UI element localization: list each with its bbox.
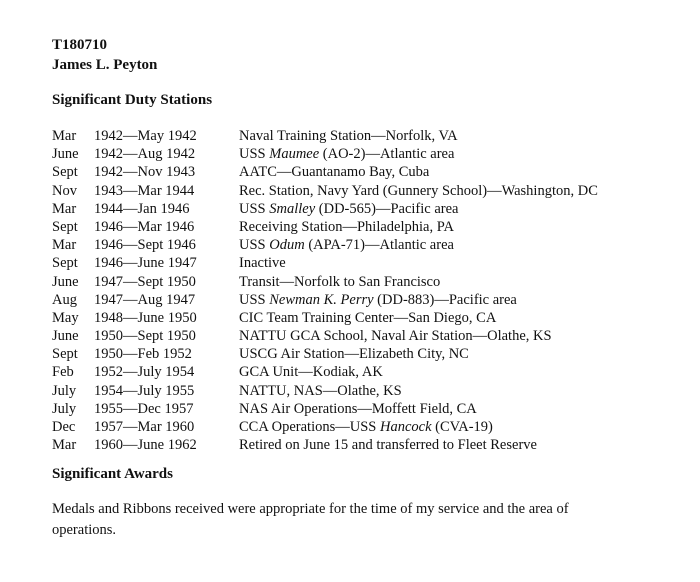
duty-station-description — [239, 236, 454, 254]
duty-date-range: 1950—Feb 1952 — [94, 346, 192, 363]
duty-station-row — [52, 400, 692, 418]
duty-station-description — [239, 200, 458, 218]
duty-desc-text: USS — [239, 237, 270, 254]
duty-desc-text: Receiving Station—Philadelphia, PA — [239, 218, 454, 235]
duty-desc-text: Transit—Norfolk to San Francisco — [239, 273, 441, 290]
ship-name: Odum — [269, 237, 305, 254]
duty-station-row — [52, 218, 692, 236]
duty-desc-suffix: (AO-2)—Atlantic area — [319, 146, 455, 163]
duty-station-row — [52, 182, 692, 200]
ship-name: Smalley — [269, 200, 316, 217]
duty-station-description — [239, 145, 454, 163]
duty-desc-text: USS — [239, 200, 270, 217]
duty-desc-suffix: (DD-565)—Pacific area — [315, 200, 459, 217]
duty-desc-text: CCA Operations—USS — [239, 419, 380, 435]
duty-desc-suffix: (CVA-19) — [431, 419, 493, 435]
duty-date-range: 1944—Jan 1946 — [94, 200, 190, 217]
duty-start-month: June — [52, 146, 79, 163]
duty-station-description — [239, 418, 493, 436]
duty-station-description — [239, 327, 552, 345]
duty-start-month: Mar — [52, 237, 77, 254]
duty-station-description — [239, 363, 383, 381]
duty-start-month: Feb — [52, 364, 74, 381]
duty-desc-text: Rec. Station, Navy Yard (Gunnery School)—Washington, DC — [239, 182, 598, 199]
person-name: James L. Peyton — [52, 57, 158, 73]
duty-station-row — [52, 291, 692, 309]
duty-start-month: July — [52, 400, 77, 417]
duty-date-range: 1946—Sept 1946 — [94, 237, 196, 254]
duty-date-range: 1943—Mar 1944 — [94, 182, 195, 199]
duty-station-description — [239, 436, 537, 454]
duty-date-range: 1948—June 1950 — [94, 309, 197, 326]
duty-station-description — [239, 182, 598, 200]
duty-start-month: Mar — [52, 200, 77, 217]
duty-desc-text: USCG Air Station—Elizabeth City, NC — [239, 346, 469, 363]
ship-name: Hancock — [380, 419, 432, 435]
duty-station-row — [52, 345, 692, 363]
duty-desc-text: USS — [239, 291, 270, 308]
duty-start-month: Mar — [52, 437, 77, 454]
duty-desc-text: Inactive — [239, 255, 286, 272]
duty-date-range: 1952—July 1954 — [94, 364, 195, 381]
duty-stations-list — [52, 127, 692, 454]
duty-start-month: June — [52, 273, 79, 290]
duty-desc-text: NATTU GCA School, Naval Air Station—Olathe, KS — [239, 328, 552, 345]
duty-station-description — [239, 309, 496, 327]
duty-start-month: Nov — [52, 182, 77, 199]
duty-station-row — [52, 436, 692, 454]
duty-start-month: July — [52, 382, 77, 399]
duty-date-range: 1942—May 1942 — [94, 128, 197, 144]
duty-station-row — [52, 200, 692, 218]
duty-start-month: Sept — [52, 164, 78, 181]
duty-start-month: Sept — [52, 218, 78, 235]
duty-station-description — [239, 382, 402, 400]
ship-name: Newman K. Perry — [269, 291, 374, 308]
duty-date-range: 1942—Aug 1942 — [94, 146, 196, 163]
duty-station-description — [239, 127, 458, 145]
duty-station-row — [52, 327, 692, 345]
duty-station-row — [52, 163, 692, 181]
duty-desc-text: CIC Team Training Center—San Diego, CA — [239, 309, 497, 326]
duty-station-row — [52, 363, 692, 381]
duty-desc-suffix: (APA-71)—Atlantic area — [304, 237, 454, 254]
duty-station-row — [52, 382, 692, 400]
duty-date-range: 1954—July 1955 — [94, 382, 195, 399]
duty-desc-text: AATC—Guantanamo Bay, Cuba — [239, 164, 430, 181]
duty-station-description — [239, 254, 286, 272]
duty-date-range: 1946—June 1947 — [94, 255, 197, 272]
duty-station-description — [239, 291, 517, 309]
duty-start-month: Dec — [52, 419, 76, 435]
duty-start-month: Aug — [52, 291, 77, 308]
duty-station-row — [52, 127, 692, 145]
duty-station-description — [239, 400, 477, 418]
duty-date-range: 1942—Nov 1943 — [94, 164, 196, 181]
duty-desc-suffix: (DD-883)—Pacific area — [373, 291, 517, 308]
duty-desc-text: NATTU, NAS—Olathe, KS — [239, 382, 402, 399]
duty-desc-text: NAS Air Operations—Moffett Field, CA — [239, 400, 477, 417]
duty-start-month: June — [52, 328, 79, 345]
duty-stations-heading: Significant Duty Stations — [52, 92, 213, 108]
duty-date-range: 1960—June 1962 — [94, 437, 197, 454]
duty-station-row — [52, 236, 692, 254]
duty-date-range: 1946—Mar 1946 — [94, 218, 195, 235]
duty-desc-text: Naval Training Station—Norfolk, VA — [239, 128, 458, 144]
duty-station-row — [52, 273, 692, 291]
awards-heading: Significant Awards — [52, 466, 173, 482]
duty-station-row — [52, 145, 692, 163]
duty-date-range: 1950—Sept 1950 — [94, 328, 196, 345]
duty-desc-text: USS — [239, 146, 270, 163]
duty-date-range: 1957—Mar 1960 — [94, 419, 195, 435]
duty-date-range: 1947—Sept 1950 — [94, 273, 196, 290]
duty-station-description — [239, 218, 454, 236]
duty-station-row — [52, 254, 692, 272]
duty-station-row — [52, 418, 692, 436]
duty-date-range: 1955—Dec 1957 — [94, 400, 194, 417]
duty-station-description — [239, 345, 469, 363]
duty-start-month: Sept — [52, 255, 78, 272]
document-id: T180710 — [52, 37, 108, 53]
duty-station-row — [52, 309, 692, 327]
duty-start-month: Sept — [52, 346, 78, 363]
duty-start-month: May — [52, 309, 79, 326]
duty-desc-text: Retired on June 15 and transferred to Fleet Reserve — [239, 437, 537, 454]
duty-station-description — [239, 163, 429, 181]
duty-desc-text: GCA Unit—Kodiak, AK — [239, 364, 383, 381]
duty-date-range: 1947—Aug 1947 — [94, 291, 196, 308]
awards-paragraph: Medals and Ribbons received were appropriate for the time of my service and the area of operations. — [52, 501, 569, 538]
ship-name: Maumee — [269, 146, 320, 163]
duty-start-month: Mar — [52, 128, 77, 144]
duty-station-description — [239, 273, 440, 291]
